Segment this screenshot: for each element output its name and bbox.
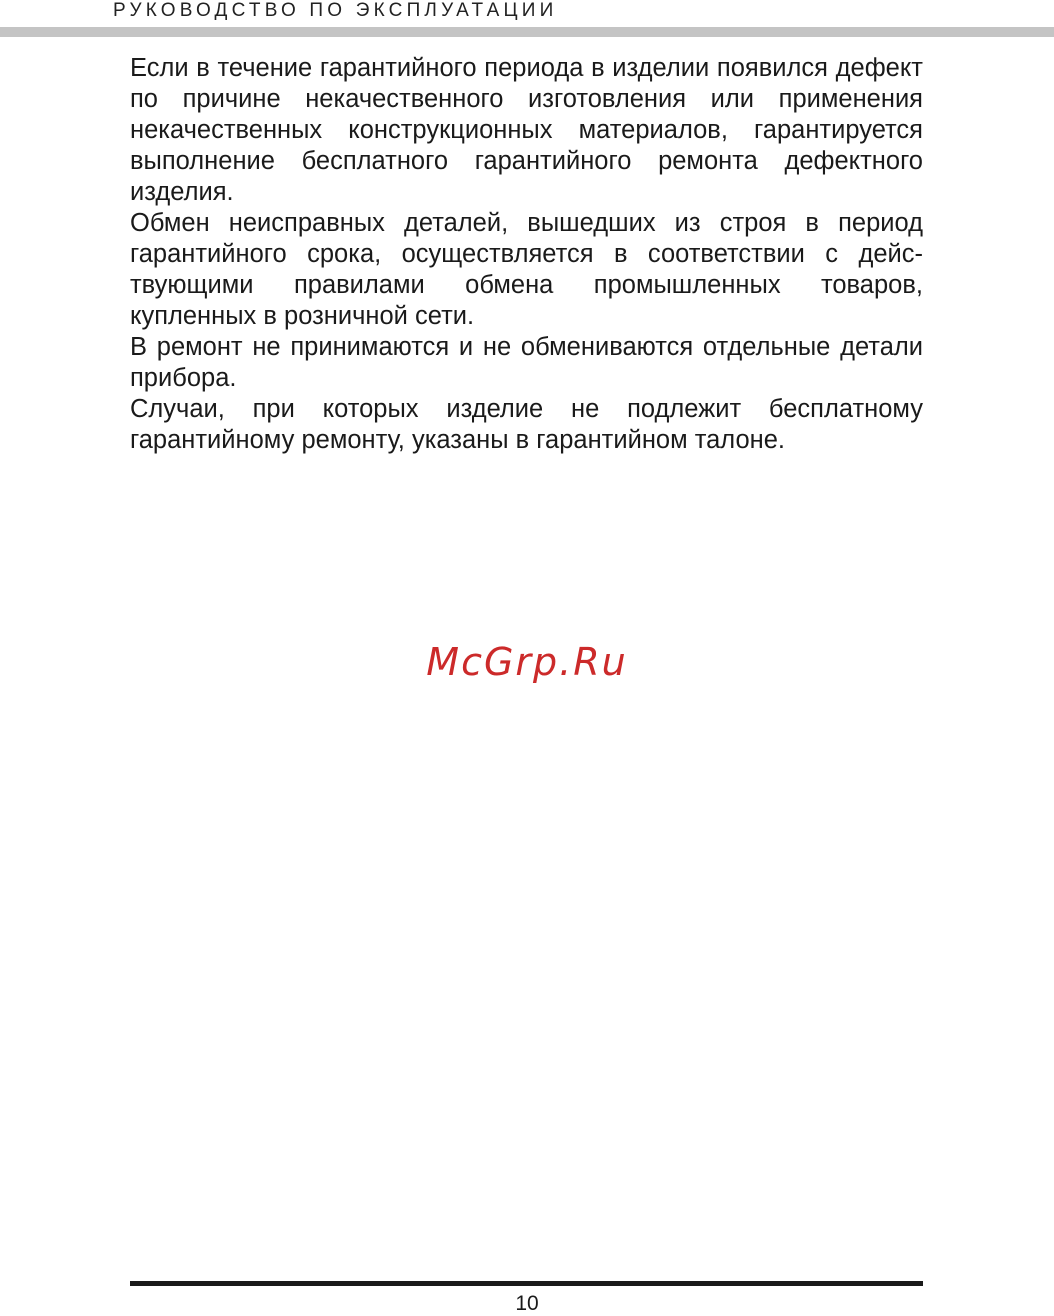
paragraph-parts-exchange: Обмен неисправных деталей, вышедших из строя в период гарантийного срока, осуществляется в соответствии с действующими правилами обмена промышленных товаров, купленных в розничной сети. bbox=[130, 209, 923, 330]
watermark-text: McGrp.Ru bbox=[426, 640, 628, 684]
footer-divider bbox=[130, 1281, 923, 1286]
paragraph-defect-repair: Если в течение гарантийного периода в изделии появился дефект по причине некачественного изготовления или применения некачественных конструкционных материалов, гарантируется выполнение бесплатного гарантийного ремонта дефектного изделия. bbox=[130, 54, 923, 206]
paragraph-separate-parts: В ремонт не принимаются и не обмениваются отдельные детали прибора. bbox=[130, 333, 923, 392]
page-number: 10 bbox=[515, 1292, 539, 1315]
document-header-title: РУКОВОДСТВО ПО ЭКСПЛУАТАЦИИ bbox=[113, 0, 558, 21]
header-divider bbox=[0, 27, 1054, 37]
paragraph-warranty-exclusions: Случаи, при которых изделие не подлежит бесплатному гарантийному ремонту, указаны в гарантийном талоне. bbox=[130, 395, 923, 454]
warranty-text-block bbox=[130, 53, 923, 456]
